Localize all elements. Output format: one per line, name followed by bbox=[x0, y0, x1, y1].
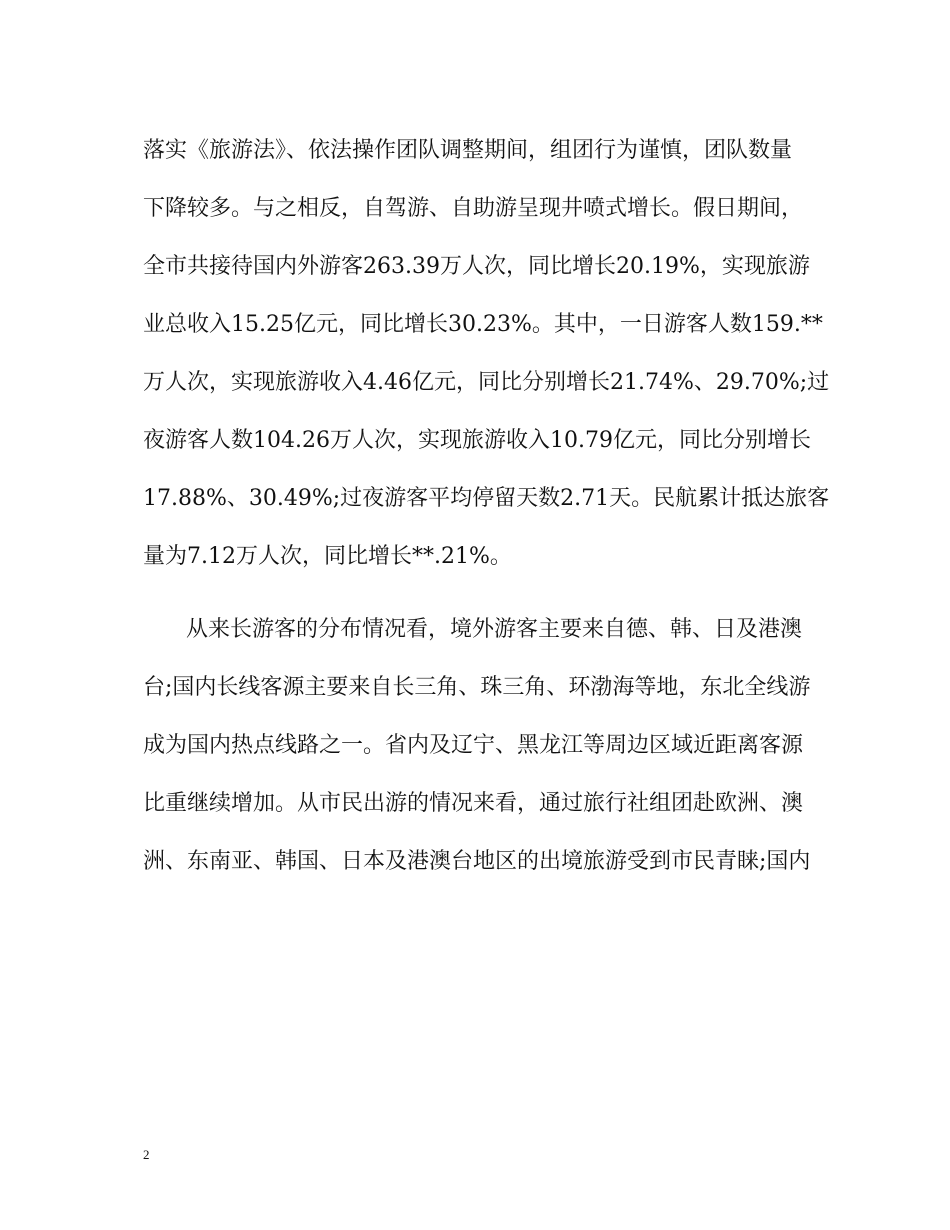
text-line: 落实《旅游法》、依法操作团队调整期间，组团行为谨慎，团队数量 bbox=[143, 138, 793, 163]
text-line: 比重继续增加。从市民出游的情况来看，通过旅行社组团赴欧洲、澳 bbox=[143, 791, 804, 816]
text-line: 台;国内长线客源主要来自长三角、珠三角、环渤海等地，东北全线游 bbox=[143, 675, 811, 700]
page-number: 2 bbox=[143, 1147, 150, 1162]
text-line: 下降较多。与之相反，自驾游、自助游呈现井喷式增长。假日期间， bbox=[143, 196, 804, 221]
text-line: 成为国内热点线路之一。省内及辽宁、黑龙江等周边区域近距离客源 bbox=[143, 733, 804, 758]
text-line: 17.88%、30.49%;过夜游客平均停留天数2.71天。民航累计抵达旅客 bbox=[143, 486, 830, 511]
paragraph-2 bbox=[143, 601, 811, 891]
text-line: 全市共接待国内外游客263.39万人次，同比增长20.19%，实现旅游 bbox=[143, 254, 810, 279]
paragraph-1 bbox=[143, 122, 830, 586]
text-line: 业总收入15.25亿元，同比增长30.23%。其中，一日游客人数159.** bbox=[143, 312, 823, 337]
text-line: 从来长游客的分布情况看，境外游客主要来自德、韩、日及港澳 bbox=[186, 617, 803, 642]
body-text bbox=[143, 122, 830, 891]
paragraph-gap bbox=[143, 586, 808, 601]
text-line: 洲、东南亚、韩国、日本及港澳台地区的出境旅游受到市民青睐;国内 bbox=[143, 849, 811, 874]
text-line: 万人次，实现旅游收入4.46亿元，同比分别增长21.74%、29.70%;过 bbox=[143, 370, 830, 395]
text-line: 夜游客人数104.26万人次，实现旅游收入10.79亿元，同比分别增长 bbox=[143, 428, 811, 453]
text-line: 量为7.12万人次，同比增长**.21%。 bbox=[143, 544, 512, 569]
